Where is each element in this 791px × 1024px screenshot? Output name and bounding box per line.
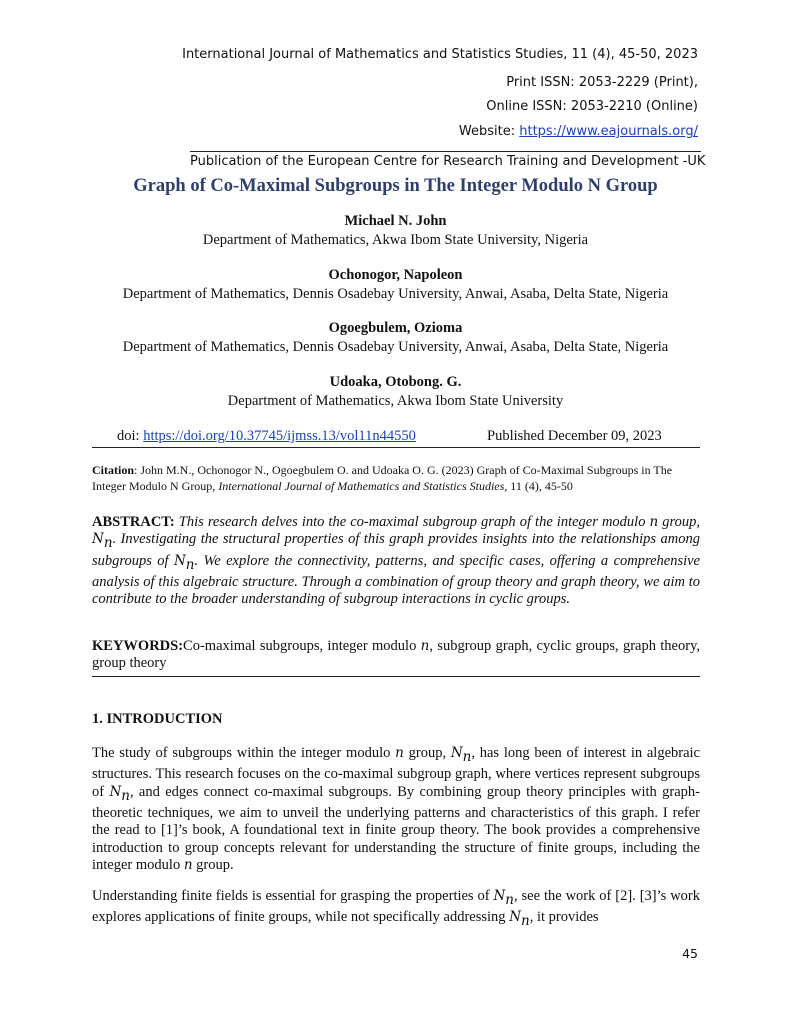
citation-label: Citation [92, 463, 134, 477]
body-paragraph [92, 745, 700, 875]
divider [92, 447, 700, 448]
paragraph-text: , has long been of interest in algebraic structures. This research focuses on the co-maximal subgroup graph, where vertices represent subgroups of [92, 745, 700, 800]
author-affiliation: Department of Mathematics, Akwa Ibom State University [227, 393, 564, 409]
math-subscript: n [505, 891, 514, 908]
body-paragraph [92, 888, 700, 931]
journal-header: International Journal of Mathematics and Statistics Studies, 11 (4), 45-50, 2023 [182, 47, 698, 62]
math-subscript: n [103, 535, 113, 552]
paragraph-text: Understanding finite fields is essential for grasping the properties of [92, 888, 494, 904]
keywords-text: Co-maximal subgroups, integer modulo [183, 638, 421, 654]
doi-line [117, 428, 416, 445]
website-label: Website: [458, 124, 520, 139]
math-n: n [649, 514, 659, 530]
citation-text: : John M.N., Ochonogor N., Ogoegbulem O. and Udoaka O. G. (2023) Graph of Co-Maximal Subgroups in The Integer Modulo N Group, [92, 463, 673, 493]
citation-journal: International Journal of Mathematics and Statistics Studies, [218, 479, 508, 493]
divider [92, 676, 700, 677]
author-name: Ochonogor, Napoleon [328, 267, 463, 283]
author-name: Ogoegbulem, Ozioma [328, 320, 463, 336]
author-name: Michael N. John [344, 213, 447, 229]
paragraph-text: The study of subgroups within the integer modulo [92, 745, 396, 761]
math-N: N [109, 783, 122, 800]
published-date: Published December 09, 2023 [487, 428, 662, 444]
author-affiliation: Department of Mathematics, Akwa Ibom State University, Nigeria [202, 232, 589, 248]
author-name: Udoaka, Otobong. G. [329, 374, 462, 390]
paragraph-text: , see the work of [2]. [3]’s work explores applications of finite groups, while not specifically addressing [92, 888, 700, 926]
math-N: N [92, 531, 104, 548]
math-N: N [173, 552, 186, 569]
math-subscript: n [185, 556, 195, 573]
paragraph-text: , it provides [529, 909, 599, 926]
math-n: n [395, 745, 404, 761]
website-link[interactable]: https://www.eajournals.org/ [519, 124, 698, 139]
math-subscript: n [521, 913, 530, 930]
abstract-text: . Investigating the structural properties of this graph provides insights into the relationships among subgroups of [92, 531, 700, 569]
paragraph-text: group. [192, 857, 234, 874]
paper-title: Graph of Co-Maximal Subgroups in The Integer Modulo N Group [133, 176, 658, 196]
citation-volume: 11 (4), 45-50 [507, 479, 573, 493]
citation [92, 462, 700, 494]
abstract [92, 514, 700, 609]
page-number: 45 [682, 946, 698, 961]
author-affiliation: Department of Mathematics, Dennis Osadebay University, Anwai, Asaba, Delta State, Nigeria [122, 339, 669, 355]
abstract-label: ABSTRACT: [92, 514, 175, 530]
math-N: N [509, 909, 521, 926]
doi-link[interactable]: https://doi.org/10.37745/ijmss.13/vol11n44550 [143, 428, 416, 444]
publisher-line: Publication of the European Centre for Research Training and Development -UK [190, 151, 701, 169]
abstract-text: This research delves into the co-maximal subgroup graph of the integer modulo [174, 514, 650, 530]
print-issn: Print ISSN: 2053-2229 (Print), [506, 75, 698, 90]
online-issn: Online ISSN: 2053-2210 (Online) [486, 99, 698, 114]
section-heading: 1. INTRODUCTION [92, 711, 223, 727]
author-affiliation: Department of Mathematics, Dennis Osadebay University, Anwai, Asaba, Delta State, Nigeria [122, 286, 669, 302]
math-N: N [450, 745, 463, 761]
math-N: N [493, 888, 506, 904]
math-n: n [183, 857, 193, 874]
website-line [459, 124, 698, 139]
math-subscript: n [462, 748, 472, 765]
keywords [92, 638, 700, 673]
paragraph-text: group, [403, 745, 451, 761]
math-n: n [420, 638, 430, 654]
abstract-text: . We explore the connectivity, patterns, and specific cases, offering a comprehensive analysis of this algebraic structure. Through a combination of group theory and graph theory, we aim to contribute to the broader understanding of subgroup interactions in cyclic groups. [92, 552, 700, 608]
doi-label: doi: [117, 428, 144, 444]
keywords-text: , subgroup graph, cyclic groups, graph theory, group theory [92, 638, 701, 672]
keywords-label: KEYWORDS: [92, 638, 184, 654]
paragraph-text: , and edges connect co-maximal subgroups. By combining group theory principles with graph-theoretic techniques, we aim to unveil the underlying patterns and characteristics of this graph. I refer the read to [1]’s book, A foundational text in finite group theory. The book provides a comprehensive introduction to group concepts relevant for understanding the structure of finite groups, including the integer modulo [92, 783, 700, 874]
abstract-text: group, [658, 514, 700, 530]
math-subscript: n [121, 787, 130, 804]
